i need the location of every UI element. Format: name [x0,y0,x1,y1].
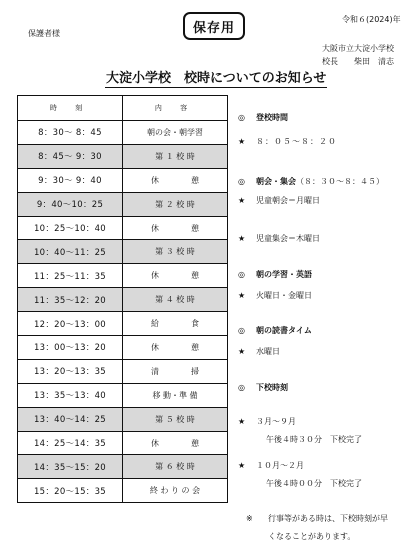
period-time: 12：20～13：00 [18,312,123,336]
table-row [18,144,228,168]
period-time: 13：00～13：20 [18,336,123,360]
table-row [18,431,228,455]
arrival-time: ★ ８：０５～８：２０ [238,137,337,146]
period-time: 8：30～ 8：45 [18,121,123,145]
star-icon: ★ [238,137,246,146]
double-circle-icon: ◎ [238,113,245,122]
col-time-header: 時 刻 [18,96,123,121]
period-content: 休 憩 [123,336,228,360]
col-content-header: 内 容 [123,96,228,121]
table-row [18,264,228,288]
period-time: 9：30～ 9：40 [18,168,123,192]
double-circle-icon: ◎ [238,326,245,335]
period-time: 13：35～13：40 [18,383,123,407]
star-icon: ★ [238,347,246,356]
study-heading: ◎ 朝の学習・英語 [238,270,312,279]
period-content: 休 憩 [123,216,228,240]
table-row [18,455,228,479]
table-row [18,240,228,264]
table-row [18,336,228,360]
timetable [17,95,228,503]
period-time: 14：25～14：35 [18,431,123,455]
table-row [18,383,228,407]
period-content: 休 憩 [123,264,228,288]
dismissal-period-1: ★ ３月～９月 [238,417,296,426]
double-circle-icon: ◎ [238,270,245,279]
dismissal-time-1: 午後４時３０分 下校完了 [266,435,362,444]
star-icon: ★ [238,234,246,243]
sender-block [322,42,394,68]
table-row [18,359,228,383]
dismissal-heading: ◎ 下校時刻 [238,383,288,392]
star-icon: ★ [238,417,246,426]
page-title: 大淀小学校 校時についてのお知らせ [106,71,327,86]
star-icon: ★ [238,196,246,205]
star-icon: ★ [238,291,246,300]
note-line-2: くなることがあります。 [268,532,356,541]
period-time: 8：45～ 9：30 [18,144,123,168]
period-time: 14：35～15：20 [18,455,123,479]
period-time: 10：40～11：25 [18,240,123,264]
period-content: 休 憩 [123,168,228,192]
timetable-header [18,96,228,121]
dismissal-time-2: 午後４時００分 下校完了 [266,479,362,488]
period-time: 13：20～13：35 [18,359,123,383]
table-row [18,121,228,145]
table-row [18,479,228,503]
period-content: 第 ２ 校 時 [123,192,228,216]
table-row [18,312,228,336]
period-time: 13：40～14：25 [18,407,123,431]
period-content: 移 動・準 備 [123,383,228,407]
dismissal-period-2: ★ １０月～２月 [238,461,304,470]
assembly-monday: ★ 児童朝会＝月曜日 [238,196,320,205]
star-icon: ★ [238,461,246,470]
recipient: 保護者様 [28,29,60,38]
period-content: 朝の会・朝学習 [123,121,228,145]
arrival-heading: ◎ 登校時間 [238,113,288,122]
period-time: 11：25～11：35 [18,264,123,288]
double-circle-icon: ◎ [238,177,245,186]
table-row [18,407,228,431]
table-row [18,216,228,240]
reading-days: ★ 水曜日 [238,347,280,356]
period-time: 11：35～12：20 [18,288,123,312]
note-line-1: ※ 行事等がある時は、下校時刻が早 [238,513,388,524]
table-row [18,192,228,216]
period-content: 第 ６ 校 時 [123,455,228,479]
note-mark: ※ [246,514,253,523]
table-row [18,168,228,192]
principal-name: 校長 柴田 清志 [322,57,394,66]
period-content: 第 ５ 校 時 [123,407,228,431]
issue-date: 令和６(2024)年 [342,15,401,24]
period-content: 第 １ 校 時 [123,144,228,168]
period-content: 第 ４ 校 時 [123,288,228,312]
period-content: 清 掃 [123,359,228,383]
period-time: 9：40～10：25 [18,192,123,216]
assembly-thursday: ★ 児童集会＝木曜日 [238,234,320,243]
study-days: ★ 火曜日・金曜日 [238,291,312,300]
reading-heading: ◎ 朝の読書タイム [238,326,312,335]
double-circle-icon: ◎ [238,383,245,392]
period-time: 10：25～10：40 [18,216,123,240]
period-content: 給 食 [123,312,228,336]
period-content: 第 ３ 校 時 [123,240,228,264]
period-time: 15：20～15：35 [18,479,123,503]
keep-stamp: 保存用 [183,12,245,40]
assembly-heading: ◎ 朝会・集会（８：３０～８：４５） [238,177,384,186]
period-content: 終 わ り の 会 [123,479,228,503]
period-content: 休 憩 [123,431,228,455]
table-row [18,288,228,312]
school-name: 大阪市立大淀小学校 [322,44,394,53]
